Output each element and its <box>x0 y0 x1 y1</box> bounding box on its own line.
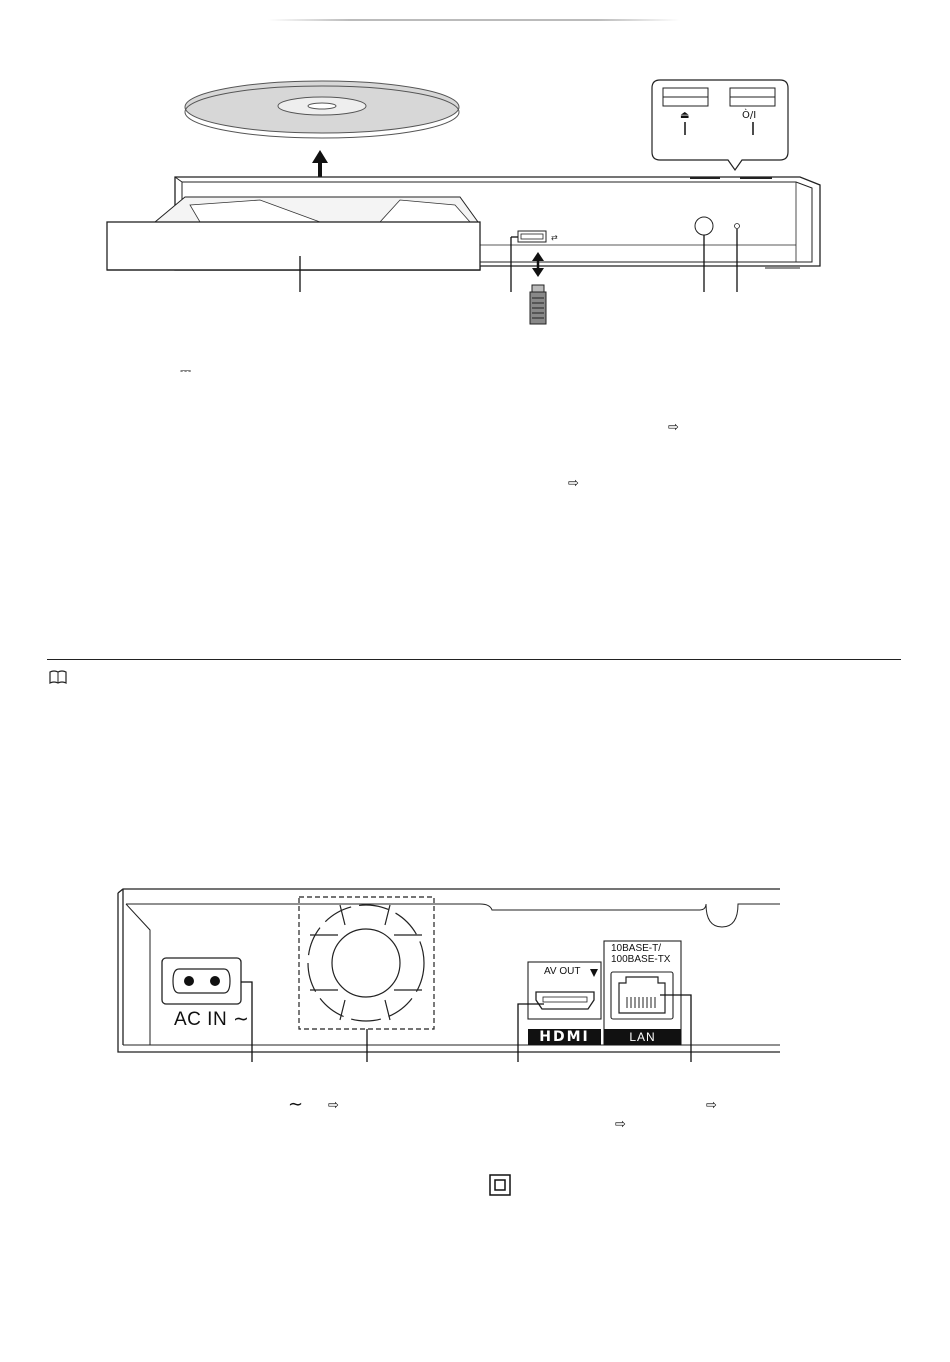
ac-in-label <box>174 1008 249 1031</box>
lan-spec-line2: 100BASE-TX <box>611 954 671 965</box>
lan-label: LAN <box>629 1030 656 1044</box>
section-divider <box>47 659 901 660</box>
eject-symbol: ⏏ <box>680 110 690 121</box>
ref-arrow-icon: ⇨ <box>706 1098 717 1113</box>
hdmi-logo: HDMI <box>539 1029 590 1045</box>
front-panel-illustration <box>0 60 950 330</box>
player-body <box>107 177 820 270</box>
fan-vent <box>299 897 434 1029</box>
ref-arrow-icon: ⇨ <box>615 1117 626 1132</box>
power-symbol: Ò/I <box>742 110 757 121</box>
class2-double-square-icon <box>489 1174 511 1196</box>
ac-in-text: AC IN <box>174 1009 228 1030</box>
book-icon <box>49 670 67 684</box>
av-out-text: AV OUT <box>544 966 581 977</box>
dc-symbol: ⎓ <box>180 363 192 379</box>
ac-symbol: ∼ <box>232 1008 250 1030</box>
rear-panel-illustration <box>0 880 950 1070</box>
svg-text:⇄: ⇄ <box>551 233 558 242</box>
ref-arrow-icon: ⇨ <box>568 476 579 491</box>
ac-wave-symbol: ∼ <box>288 1094 304 1115</box>
button-callout <box>652 80 788 170</box>
ref-arrow-icon: ⇨ <box>668 420 679 435</box>
ac-inlet <box>162 958 241 1004</box>
header-rule <box>268 19 680 21</box>
ref-arrow-icon: ⇨ <box>328 1098 339 1113</box>
disc-illustration <box>185 81 459 138</box>
lan-spec-line1: 10BASE-T/ <box>611 943 662 954</box>
av-out-label <box>544 966 580 977</box>
